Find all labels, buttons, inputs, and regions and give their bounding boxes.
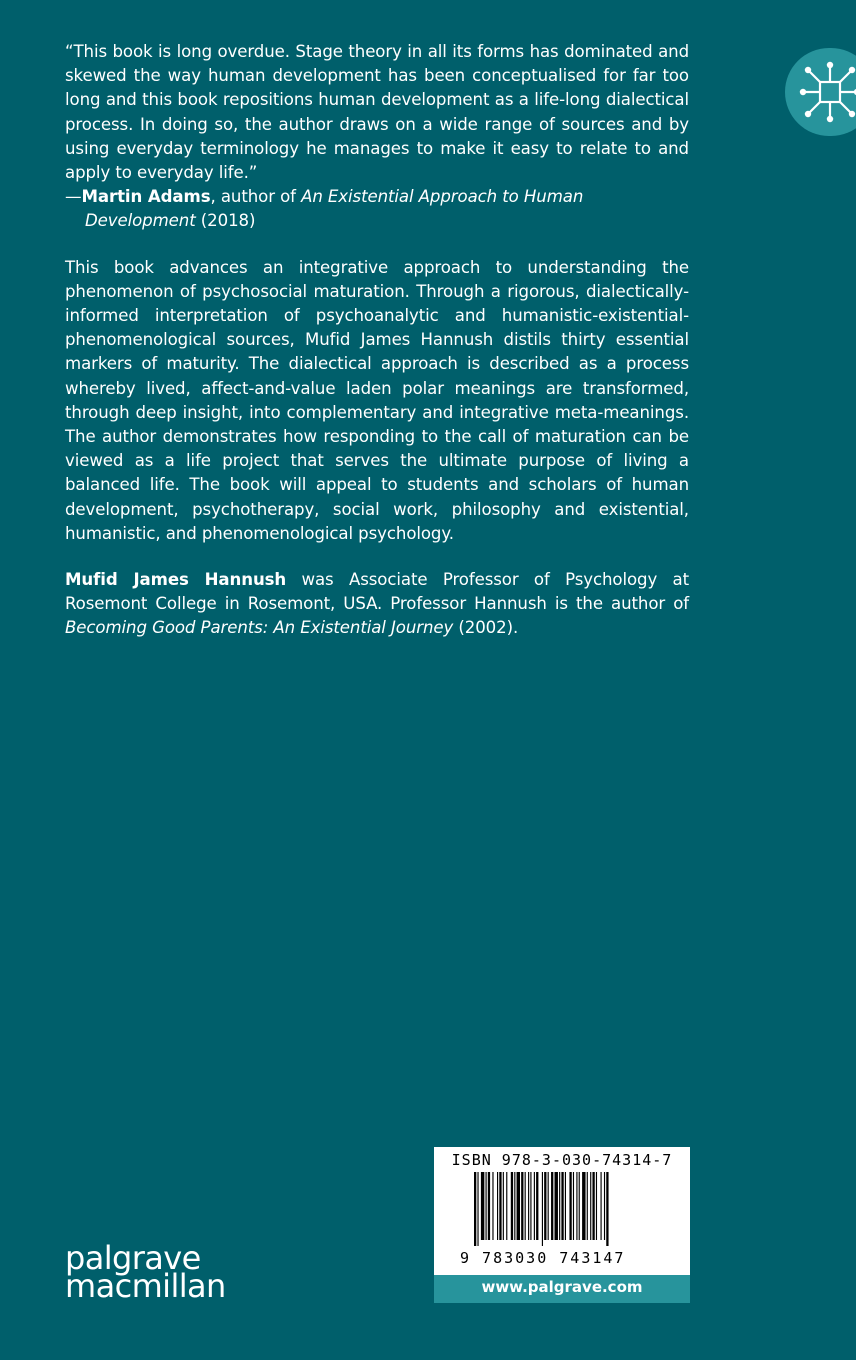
barcode-bar xyxy=(486,1172,487,1240)
barcode-bar xyxy=(587,1172,588,1240)
attribution-dash: — xyxy=(65,187,82,207)
barcode-bar xyxy=(576,1172,577,1240)
author-bio-text: was Associate Professor of Psychology at Rosemont College in Rosemont, USA. Professor Hannush is the author of xyxy=(65,570,690,614)
barcode-bar xyxy=(481,1172,484,1240)
barcode-digits: 9 783030 743147 xyxy=(460,1249,626,1267)
barcode-bar xyxy=(534,1172,535,1240)
barcode-bar xyxy=(604,1172,605,1240)
barcode-icon xyxy=(474,1172,654,1246)
barcode-bar xyxy=(497,1172,498,1240)
publisher-logo xyxy=(65,1239,226,1305)
barcode-bar xyxy=(474,1172,476,1246)
attribution-continued xyxy=(65,209,689,233)
barcode-bar xyxy=(528,1172,529,1240)
barcode-bar xyxy=(514,1172,515,1240)
publisher-badge xyxy=(785,48,856,136)
barcode-bar xyxy=(525,1172,526,1240)
barcode-bar xyxy=(477,1172,478,1246)
barcode-bar xyxy=(536,1172,538,1240)
barcode-bar xyxy=(596,1172,597,1240)
publisher-logo-line2: macmillan xyxy=(65,1267,226,1305)
cover-text xyxy=(65,40,689,641)
barcode-bar xyxy=(503,1172,504,1240)
publisher-url: www.palgrave.com xyxy=(434,1275,690,1303)
isbn-barcode-panel xyxy=(434,1147,690,1275)
palgrave-network-icon xyxy=(799,61,856,123)
barcode-bar xyxy=(590,1172,591,1240)
barcode-bar xyxy=(592,1172,594,1240)
quote-text: “This book is long overdue. Stage theory in all its forms has dominated and skewed the way human development has been conceptualised for far too long and this book repositions human development as a life-long dialectical process. In doing so, the author draws on a wide range of sources and by using everyday terminology he manages to make it easy to relate to and apply to everyday life.” xyxy=(65,42,689,183)
barcode-bar xyxy=(555,1172,558,1240)
endorser-role: , author of xyxy=(210,187,302,207)
barcode-bar xyxy=(517,1172,520,1240)
endorsement-quote xyxy=(65,40,689,185)
endorser-work-title-end: Development xyxy=(85,211,196,231)
barcode-bar xyxy=(579,1172,580,1240)
book-description: This book advances an integrative approach to understanding the phenomenon of psychosocial maturation. Through a rigorous, dialectically-informed interpretation of psychoanalytic and humanistic-existential-phenomenological sources, Mufid James Hannush distils thirty essential markers of maturity. The dialectical approach is described as a process whereby lived, affect-and-value laden polar meanings are transformed, through deep insight, into complementary and integrative meta-meanings. The author demonstrates how responding to the call of maturation can be viewed as a life project that serves the ultimate purpose of living a balanced life. The book will appeal to students and scholars of human development, psychotherapy, social work, philosophy and existential, humanistic, and phenomenological psychology. xyxy=(65,257,689,543)
barcode-bar xyxy=(606,1172,608,1246)
publisher-logo-line1: palgrave xyxy=(65,1239,201,1277)
barcode-bar xyxy=(492,1172,493,1240)
barcode-bar xyxy=(521,1172,523,1240)
barcode-bar xyxy=(559,1172,560,1240)
barcode-bar xyxy=(499,1172,501,1240)
endorser-work-title: An Existential Approach to Human xyxy=(301,187,584,207)
barcode-bar xyxy=(573,1172,574,1240)
barcode-bar xyxy=(561,1172,563,1240)
barcode-bar xyxy=(565,1172,566,1240)
barcode-bar xyxy=(506,1172,507,1240)
barcode-bar xyxy=(488,1172,490,1240)
author-prior-book-year: (2002). xyxy=(453,618,519,638)
barcode-bar xyxy=(548,1172,549,1240)
barcode-bar xyxy=(544,1172,546,1240)
barcode-bar xyxy=(601,1172,602,1240)
endorsement-attribution xyxy=(65,185,689,233)
barcode-bar xyxy=(569,1172,571,1240)
barcode-bar xyxy=(551,1172,553,1240)
endorser-name: Martin Adams xyxy=(81,187,211,207)
barcode-bar xyxy=(582,1172,585,1240)
endorser-work-year: (2018) xyxy=(195,211,256,231)
barcode-bar xyxy=(542,1172,543,1246)
author-name: Mufid James Hannush xyxy=(65,570,287,590)
barcode-bar xyxy=(511,1172,513,1240)
barcode-bar xyxy=(530,1172,531,1240)
isbn-label: ISBN 978-3-030-74314-7 xyxy=(451,1151,673,1169)
author-prior-book: Becoming Good Parents: An Existential Journey xyxy=(65,618,454,638)
author-bio xyxy=(65,568,689,641)
